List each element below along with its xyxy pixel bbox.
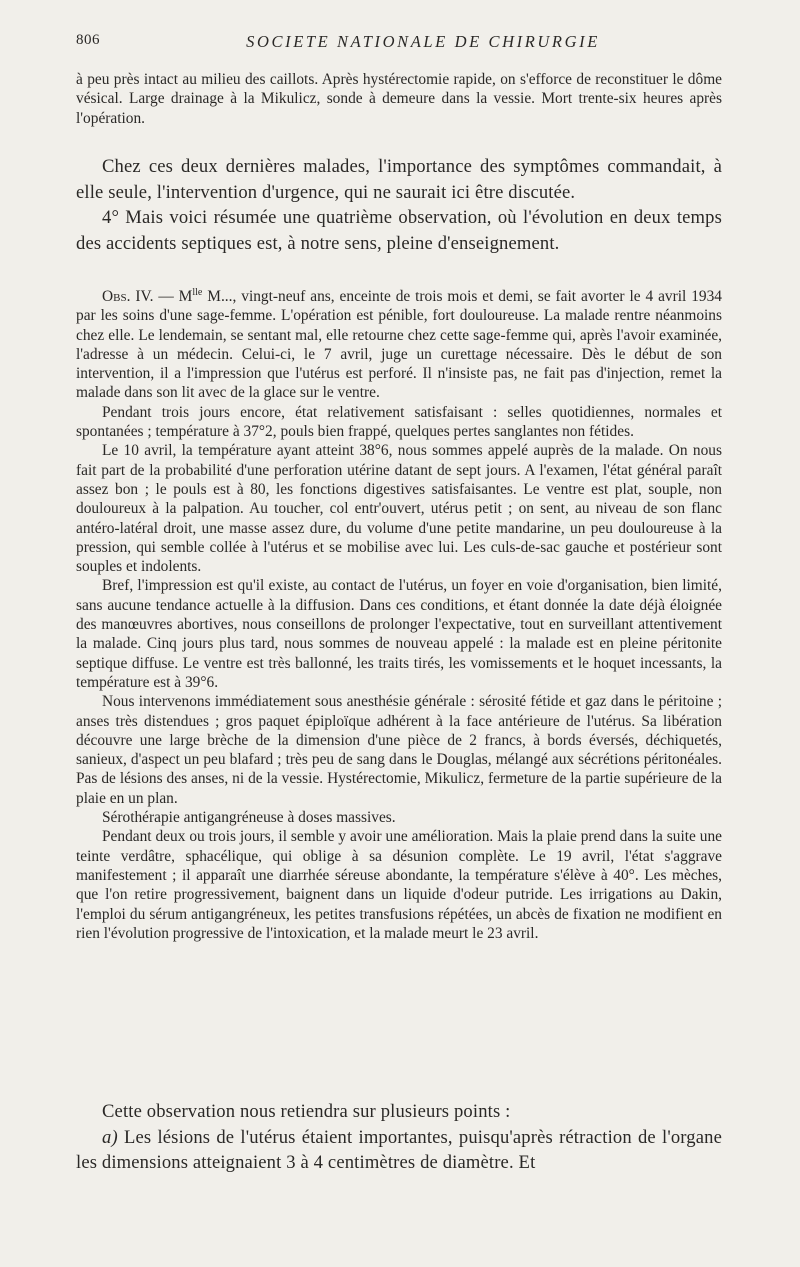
paragraph-fourth-observation-intro: 4° Mais voici résumée une quatrième observation, où l'évolution en deux temps des accidents septiques est, à notre sens, pleine d'enseignement.: [76, 207, 722, 254]
paragraph-outcome: Pendant deux ou trois jours, il semble y avoir une amélioration. Mais la plaie prend dans la suite une teinte verdâtre, sphacélique, qui oblige à sa désunion complète. Le 19 avril, l'état s'aggrave manifestement ; il apparaît une diarrhée séreuse abondante, la température s'élève à 40°. Les mèches, que l'on retire progressivement, baignent dans un liquide d'odeur putride. Les irrigations au Dakin, l'emploi du sérum antigangréneux, les petites transfusions répétées, un abcès de fixation ne modifient en rien l'évolution progressive de l'intoxication, et la malade meurt le 23 avril.: [76, 828, 722, 942]
paragraph-observation-iv: Obs. IV. — $M^{lle}$ M..., vingt-neuf ans, enceinte de trois mois et demi, se fait avorter le 4 avril 1934 par les soins d'une sage-femme. L'opération est pénible, fort douloureuse. La malade rentre néanmoins chez elle. Le lendemain, se sentant mal, elle retourne chez cette sage-femme qui, après l'avoir examinée, l'adresse à un médecin. Celui-ci, le 7 avril, juge un curettage nécessaire. Dès le début de son intervention, il a l'impression que l'utérus est perforé. Il n'insiste pas, ne fait pas d'injection, remet la malade dans son lit avec de la glace sur le ventre.: [76, 286, 722, 402]
paragraph-serotherapy: Sérothérapie antigangréneuse à doses massives.: [102, 809, 396, 827]
point-a-label: a): [102, 1126, 118, 1148]
paragraph-april-10: Le 10 avril, la température ayant atteint 38°6, nous sommes appelé auprès de la malade. On nous fait part de la probabilité d'une perforation utérine datant de sept jours. A l'examen, l'état général paraît assez bon ; le pouls est à 80, les fonctions digestives satisfaisantes. Le ventre est plat, souple, non douloureux à la palpation. Au toucher, col entr'ouvert, utérus petit ; on sent, au niveau de son flanc antéro-latéral droit, une masse assez dure, du volume d'une petite mandarine, un peu douloureuse à la pression, qui semble collée à l'utérus et se mobilise avec lui. Les culs-de-sac gauche et postérieur sont souples et indolents.: [76, 442, 722, 576]
page-header: [76, 32, 730, 56]
paragraph-impression: Bref, l'impression est qu'il existe, au contact de l'utérus, un foyer en voie d'organisation, bien limité, sans aucune tendance actuelle à la diffusion. Dans ces conditions, et étant donnée la date déjà éloignée des manœuvres abortives, nous conseillons de prolonger l'expectative, tout en surveillant attentivement la malade. Cinq jours plus tard, nous sommes de nouveau appelé : la malade est en pleine péritonite septique diffuse. Le ventre est très ballonné, les traits tirés, les vomissements et le hoquet incessants, la température est à 39°6.: [76, 577, 722, 691]
paragraph-points: Cette observation nous retiendra sur plusieurs points :: [102, 1101, 511, 1122]
point-a-text: Les lésions de l'utérus étaient importantes, puisqu'après rétraction de l'organe les dimensions atteignaient 3 à 4 centimètres de diamètre. Et: [76, 1126, 722, 1174]
continuation-block: [76, 70, 722, 128]
paragraph-discussion: Chez ces deux dernières malades, l'importance des symptômes commandait, à elle seule, l'intervention d'urgence, qui ne saurait ici être discutée.: [76, 156, 722, 203]
patient-title: M: [178, 288, 193, 305]
observation-label: Obs. IV.: [102, 288, 154, 305]
paragraph-point-a: [76, 1125, 722, 1176]
conclusion-block: [76, 1099, 722, 1176]
running-head: SOCIETE NATIONALE DE CHIRURGIE: [246, 32, 600, 51]
observation-text: M..., vingt-neuf ans, enceinte de trois mois et demi, se fait avorter le 4 avril 1934 par les soins d'une sage-femme. L'opération est pénible, fort douloureuse. La malade rentre néanmoins chez elle. Le lendemain, se sentant mal, elle retourne chez cette sage-femme qui, après l'avoir examinée, l'adresse à un médecin. Celui-ci, le 7 avril, juge un curettage nécessaire. Dès le début de son intervention, il a l'impression que l'utérus est perforé. Il n'insiste pas, ne fait pas d'injection, remet la malade dans son lit avec de la glace sur le ventre.: [76, 288, 722, 402]
paragraph-three-days: Pendant trois jours encore, état relativement satisfaisant : selles quotidiennes, normales et spontanées ; température à 37°2, pouls bien frappé, quelques pertes sanglantes non fétides.: [76, 403, 722, 441]
observation-block: [76, 287, 722, 943]
paragraph-continuation: à peu près intact au milieu des caillots. Après hystérectomie rapide, on s'efforce de reconstituer le dôme vésical. Large drainage à la Mikulicz, sonde à demeure dans la vessie. Mort trente-six heures après l'opération.: [76, 71, 722, 127]
main-text-block: [76, 154, 722, 256]
paragraph-intervention: Nous intervenons immédiatement sous anesthésie générale : sérosité fétide et gaz dans le péritoine ; anses très distendues ; gros paquet épiploïque adhérent à la face antérieure de l'utérus. Sa libération découvre une large brèche de la dimension d'une pièce de 2 francs, à bords éversés, déchiquetés, sanieux, d'aspect un peu blafard ; très peu de sang dans le Douglas, mélangé aux sécrétions péritonéales. Pas de lésions des anses, ni de la vessie. Hystérectomie, Mikulicz, fermeture de la partie supérieure de la plaie en un plan.: [76, 693, 722, 807]
page-number: 806: [76, 32, 100, 48]
patient-title-sup: lle: [192, 286, 203, 298]
